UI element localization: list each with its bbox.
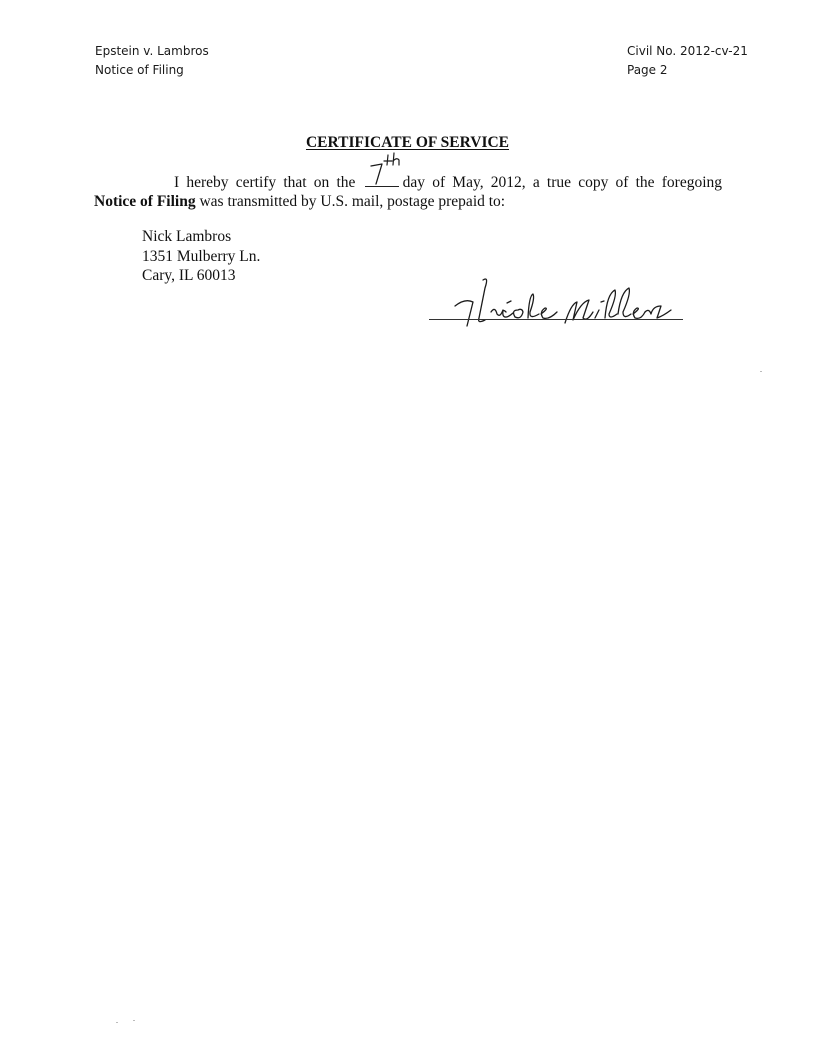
handwritten-day-image (367, 152, 407, 186)
certificate-title: CERTIFICATE OF SERVICE (305, 134, 510, 151)
document-name: Notice of Filing (95, 63, 184, 77)
case-caption: Epstein v. Lambros (95, 44, 209, 58)
certificate-paragraph (94, 172, 722, 211)
case-number: Civil No. 2012-cv-21 (627, 44, 748, 58)
certificate-line-1 (94, 172, 722, 192)
signature-line (429, 319, 683, 320)
scan-speck (133, 1020, 135, 1021)
day-blank (365, 172, 399, 187)
recipient-name: Nick Lambros (142, 228, 232, 245)
certify-text-after: day of May, 2012, a true copy of the foregoing (402, 174, 723, 191)
header-left (95, 42, 209, 80)
scan-speck (760, 371, 762, 372)
transmitted-text: was transmitted by U.S. mail, postage prepaid to: (199, 193, 506, 210)
notice-of-filing-bold: Notice of Filing (94, 193, 196, 210)
recipient-street: 1351 Mulberry Ln. (142, 247, 261, 265)
recipient-address (142, 227, 260, 286)
certify-text-before: I hereby certify that on the (174, 174, 356, 191)
certificate-line-2 (94, 193, 505, 210)
header-right (627, 42, 748, 80)
recipient-city-state-zip: Cary, IL 60013 (142, 267, 236, 284)
scan-speck (116, 1022, 118, 1023)
page-label: Page 2 (627, 63, 668, 77)
